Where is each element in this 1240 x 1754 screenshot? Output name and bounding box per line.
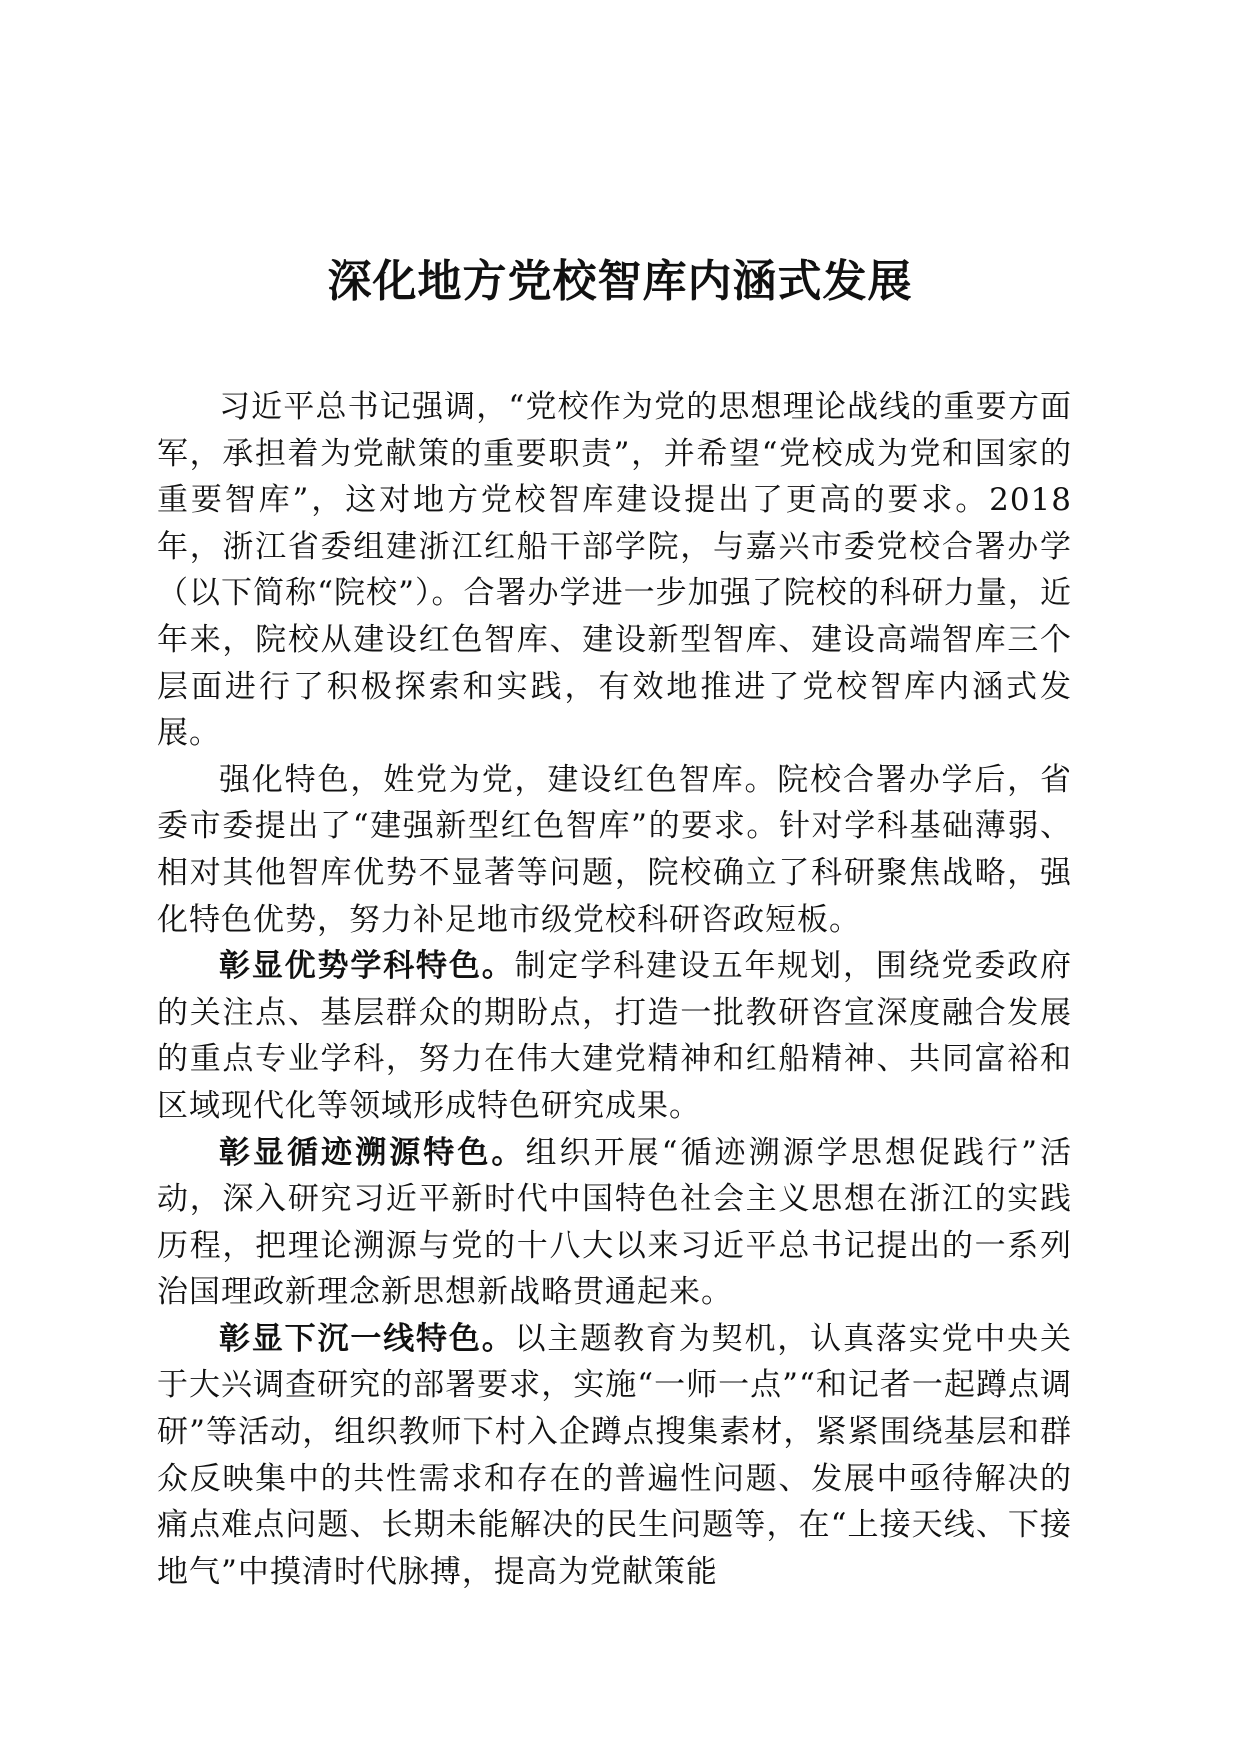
paragraph-lead-heading: 彰显优势学科特色。	[219, 948, 515, 985]
paragraph-text: 制定学科建设五年规划，围绕党委政府的关注点、基层群众的期盼点，打造一批教研咨宣深度融合发展的重点专业学科，努力在伟大建党精神和红船精神、共同富裕和区域现代化等领域形成特色研究成果。	[157, 948, 1073, 1124]
paragraph-lead-heading: 彰显下沉一线特色。	[219, 1320, 515, 1357]
paragraph-lead-heading: 彰显循迹溯源特色。	[219, 1134, 526, 1171]
document-title: 深化地方党校智库内涵式发展	[327, 256, 913, 307]
paragraph-text: 习近平总书记强调，“党校作为党的思想理论战线的重要方面军，承担着为党献策的重要职责”，并希望“党校成为党和国家的重要智库”，这对地方党校智库建设提出了更高的要求。2018年，浙江省委组建浙江红船干部学院，与嘉兴市委党校合署办学（以下简称“院校”）。合署办学进一步加强了院校的科研力量，近年来，院校从建设红色智库、建设新型智库、建设高端智库三个层面进行了积极探索和实践，有效地推进了党校智库内涵式发展。	[157, 389, 1072, 752]
paragraph-discipline-feature	[157, 943, 1072, 1129]
paragraph-text: 组织开展“循迹溯源学思想促践行”活动，深入研究习近平新时代中国特色社会主义思想在浙江的实践历程，把理论溯源与党的十八大以来习近平总书记提出的一系列治国理政新理念新思想新战略贯通起来。	[157, 1134, 1072, 1311]
paragraph-intro	[157, 384, 1072, 757]
paragraph-grassroots-feature	[157, 1316, 1072, 1596]
paragraph-text: 强化特色，姓党为党，建设红色智库。院校合署办学后，省委市委提出了“建强新型红色智库”的要求。针对学科基础薄弱、相对其他智库优势不显著等问题，院校确立了科研聚焦战略，强化特色优势，努力补足地市级党校科研咨政短板。	[157, 761, 1072, 938]
paragraph-trace-origin-feature	[157, 1130, 1072, 1316]
document-body	[157, 384, 1072, 1595]
paragraph-text: 以主题教育为契机，认真落实党中央关于大兴调查研究的部署要求，实施“一师一点”“和记者一起蹲点调研”等活动，组织教师下村入企蹲点搜集素材，紧紧围绕基层和群众反映集中的共性需求和存在的普遍性问题、发展中亟待解决的痛点难点问题、长期未能解决的民生问题等，在“上接天线、下接地气”中摸清时代脉搏，提高为党献策能	[157, 1320, 1073, 1590]
paragraph-red-think-tank	[157, 757, 1072, 943]
